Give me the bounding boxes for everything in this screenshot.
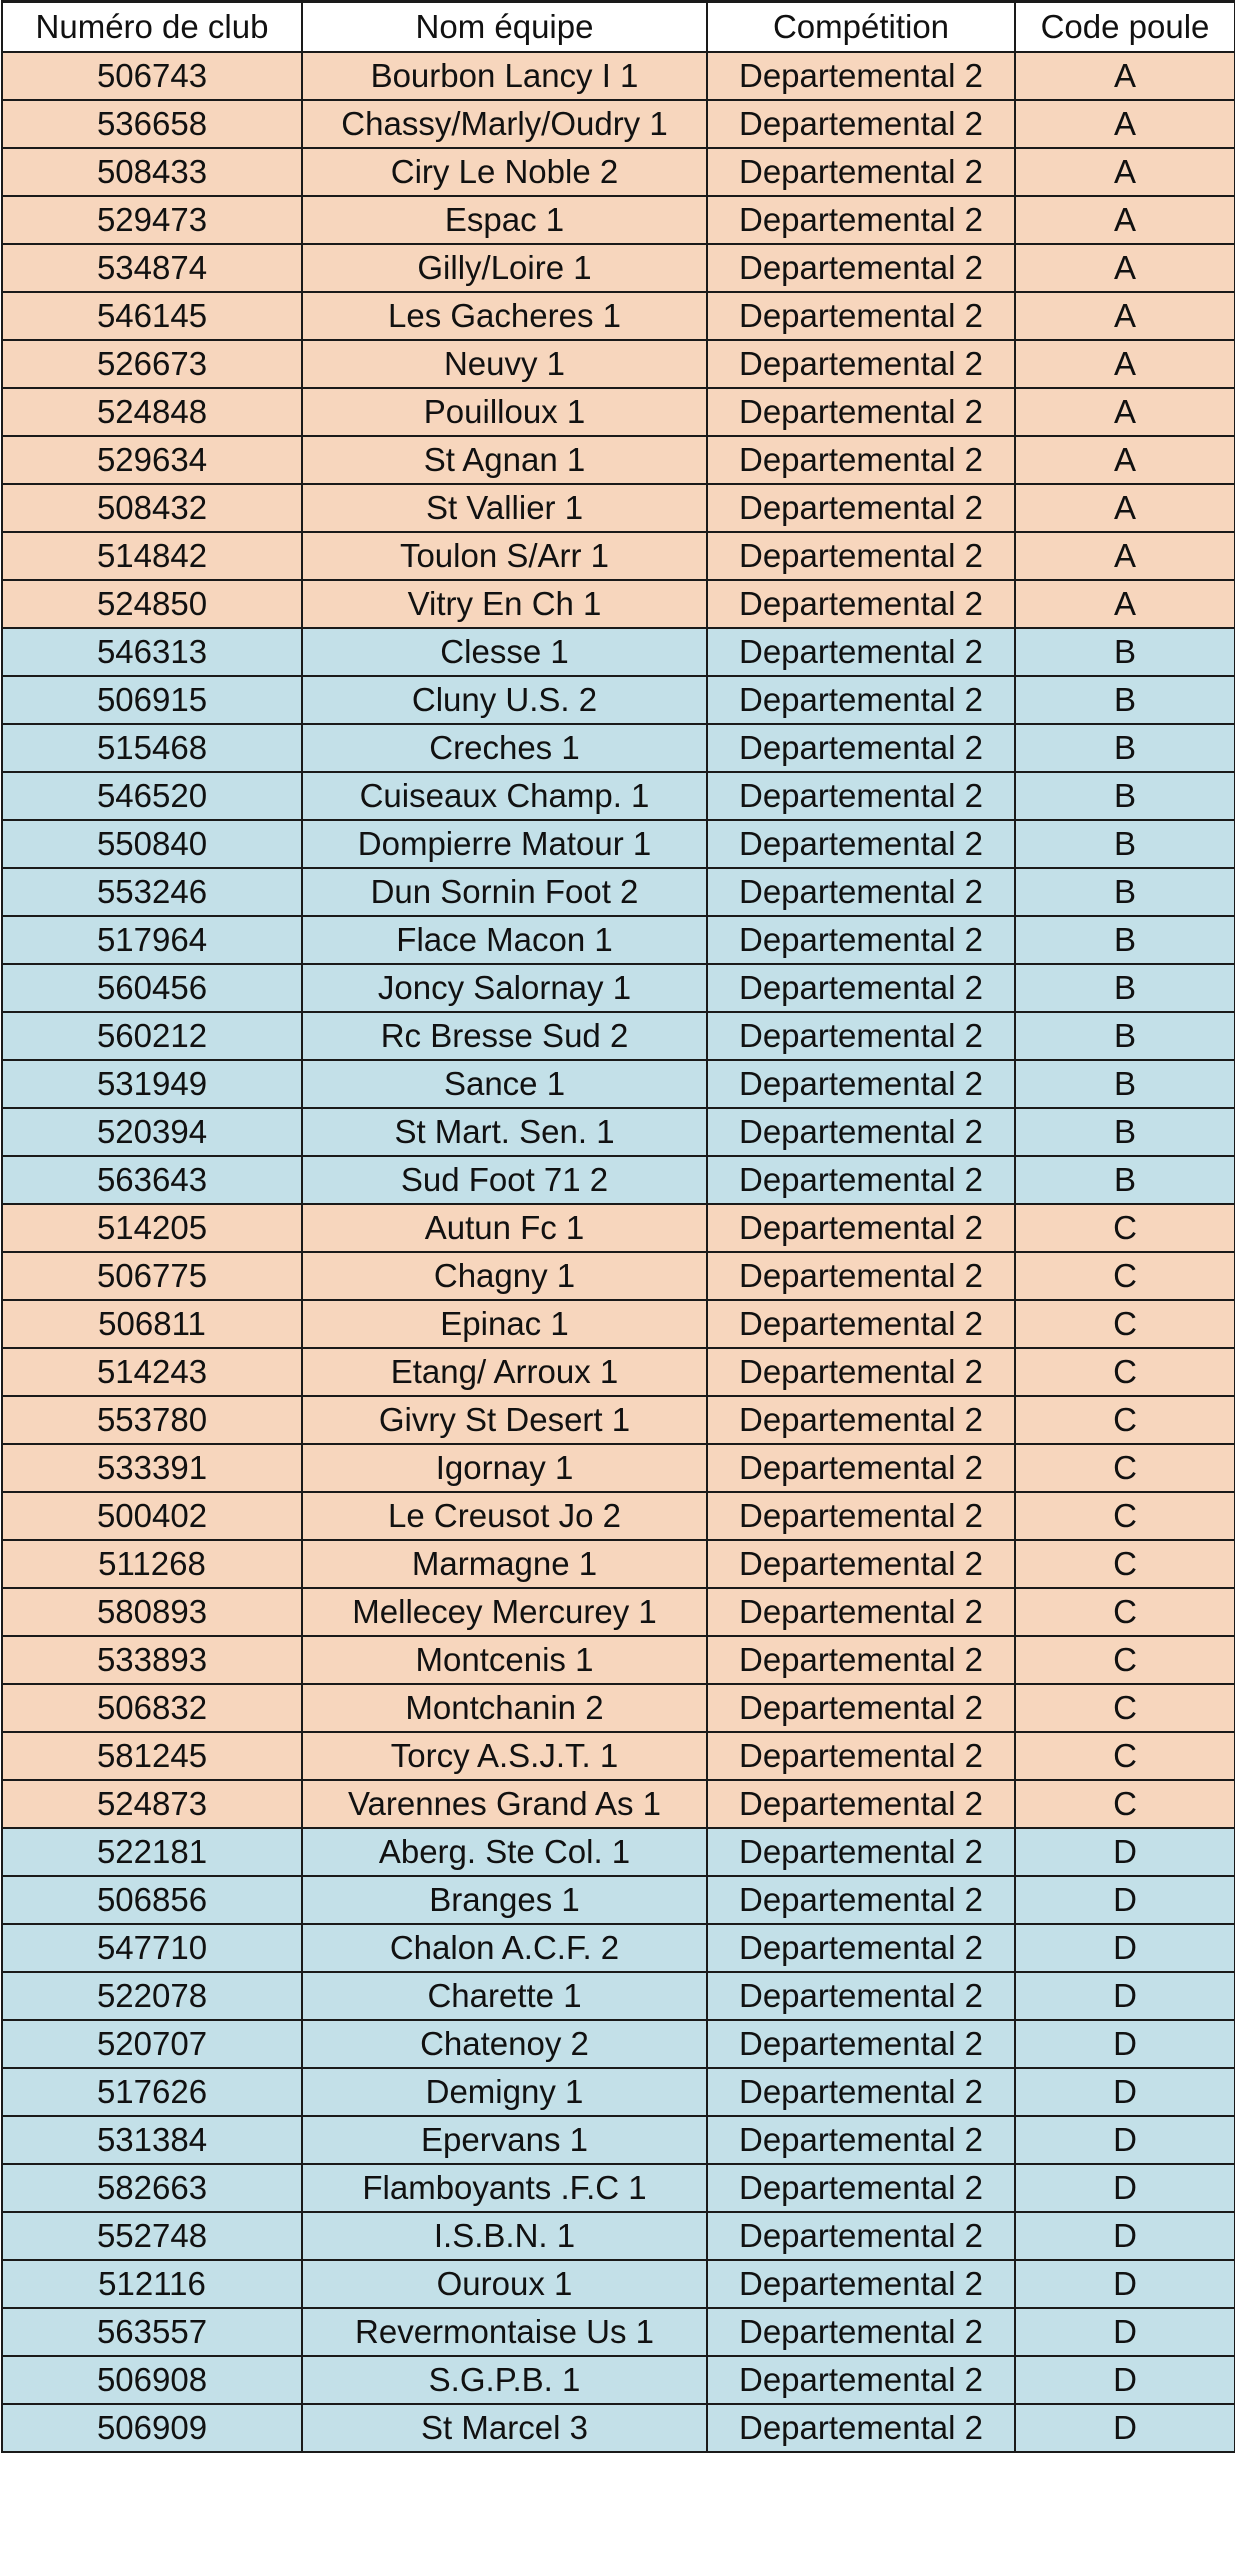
cell-competition[interactable]: Departemental 2 (707, 1300, 1015, 1348)
cell-competition[interactable]: Departemental 2 (707, 2356, 1015, 2404)
team-table (1, 0, 1235, 2453)
cell-competition[interactable]: Departemental 2 (707, 2260, 1015, 2308)
cell-team-name[interactable]: Vitry En Ch 1 (302, 580, 707, 628)
cell-club-number[interactable]: 517626 (2, 2068, 302, 2116)
cell-competition[interactable]: Departemental 2 (707, 1540, 1015, 1588)
cell-club-number[interactable]: 531949 (2, 1060, 302, 1108)
cell-club-number[interactable]: 553780 (2, 1396, 302, 1444)
table-row (2, 1972, 1235, 2020)
cell-group-code[interactable]: A (1015, 388, 1235, 436)
cell-club-number[interactable]: 500402 (2, 1492, 302, 1540)
cell-group-code[interactable]: D (1015, 2260, 1235, 2308)
table-row (2, 436, 1235, 484)
cell-club-number[interactable]: 508432 (2, 484, 302, 532)
cell-group-code[interactable]: A (1015, 244, 1235, 292)
cell-competition[interactable]: Departemental 2 (707, 532, 1015, 580)
cell-team-name[interactable]: Ciry Le Noble 2 (302, 148, 707, 196)
cell-group-code[interactable]: A (1015, 148, 1235, 196)
cell-group-code[interactable]: A (1015, 196, 1235, 244)
table-row (2, 292, 1235, 340)
table-row (2, 1108, 1235, 1156)
cell-club-number[interactable]: 515468 (2, 724, 302, 772)
cell-club-number[interactable]: 512116 (2, 2260, 302, 2308)
cell-club-number[interactable]: 546145 (2, 292, 302, 340)
table-row (2, 1012, 1235, 1060)
cell-club-number[interactable]: 522078 (2, 1972, 302, 2020)
cell-group-code[interactable]: D (1015, 2356, 1235, 2404)
cell-competition[interactable]: Departemental 2 (707, 1588, 1015, 1636)
cell-club-number[interactable]: 546313 (2, 628, 302, 676)
cell-team-name[interactable]: S.G.P.B. 1 (302, 2356, 707, 2404)
table-row (2, 868, 1235, 916)
cell-club-number[interactable]: 547710 (2, 1924, 302, 1972)
cell-competition[interactable]: Departemental 2 (707, 52, 1015, 100)
table-row (2, 1492, 1235, 1540)
cell-club-number[interactable]: 531384 (2, 2116, 302, 2164)
table-row (2, 1060, 1235, 1108)
table-body (2, 52, 1235, 2452)
cell-competition[interactable]: Departemental 2 (707, 916, 1015, 964)
cell-club-number[interactable]: 511268 (2, 1540, 302, 1588)
cell-group-code[interactable]: B (1015, 964, 1235, 1012)
header-row (2, 2, 1235, 53)
cell-group-code[interactable]: A (1015, 532, 1235, 580)
cell-group-code[interactable]: B (1015, 772, 1235, 820)
table-row (2, 628, 1235, 676)
cell-club-number[interactable]: 506743 (2, 52, 302, 100)
cell-competition[interactable]: Departemental 2 (707, 2308, 1015, 2356)
cell-team-name[interactable]: Chassy/Marly/Oudry 1 (302, 100, 707, 148)
cell-group-code[interactable]: B (1015, 820, 1235, 868)
cell-team-name[interactable]: Cuiseaux Champ. 1 (302, 772, 707, 820)
cell-competition[interactable]: Departemental 2 (707, 1156, 1015, 1204)
cell-group-code[interactable]: C (1015, 1204, 1235, 1252)
cell-group-code[interactable]: A (1015, 484, 1235, 532)
cell-competition[interactable]: Departemental 2 (707, 964, 1015, 1012)
table-row (2, 1300, 1235, 1348)
cell-group-code[interactable]: D (1015, 2212, 1235, 2260)
cell-competition[interactable]: Departemental 2 (707, 2116, 1015, 2164)
cell-club-number[interactable]: 524850 (2, 580, 302, 628)
cell-team-name[interactable]: Pouilloux 1 (302, 388, 707, 436)
cell-team-name[interactable]: Clesse 1 (302, 628, 707, 676)
cell-club-number[interactable]: 563643 (2, 1156, 302, 1204)
cell-club-number[interactable]: 524848 (2, 388, 302, 436)
cell-competition[interactable]: Departemental 2 (707, 1924, 1015, 1972)
cell-team-name[interactable]: St Vallier 1 (302, 484, 707, 532)
cell-group-code[interactable]: B (1015, 1060, 1235, 1108)
cell-club-number[interactable]: 508433 (2, 148, 302, 196)
cell-team-name[interactable]: Marmagne 1 (302, 1540, 707, 1588)
cell-team-name[interactable]: Joncy Salornay 1 (302, 964, 707, 1012)
cell-competition[interactable]: Departemental 2 (707, 1780, 1015, 1828)
cell-club-number[interactable]: 514842 (2, 532, 302, 580)
header-competition[interactable]: Compétition (707, 2, 1015, 53)
table-row (2, 2356, 1235, 2404)
table-row (2, 244, 1235, 292)
cell-competition[interactable]: Departemental 2 (707, 1636, 1015, 1684)
cell-group-code[interactable]: C (1015, 1684, 1235, 1732)
header-club-number[interactable]: Numéro de club (2, 2, 302, 53)
cell-team-name[interactable]: Etang/ Arroux 1 (302, 1348, 707, 1396)
table-row (2, 388, 1235, 436)
cell-competition[interactable]: Departemental 2 (707, 1684, 1015, 1732)
cell-team-name[interactable]: Aberg. Ste Col. 1 (302, 1828, 707, 1876)
table-row (2, 1204, 1235, 1252)
cell-competition[interactable]: Departemental 2 (707, 1108, 1015, 1156)
cell-team-name[interactable]: Epinac 1 (302, 1300, 707, 1348)
cell-team-name[interactable]: Creches 1 (302, 724, 707, 772)
cell-team-name[interactable]: Le Creusot Jo 2 (302, 1492, 707, 1540)
cell-group-code[interactable]: C (1015, 1396, 1235, 1444)
cell-group-code[interactable]: A (1015, 100, 1235, 148)
table-row (2, 676, 1235, 724)
cell-competition[interactable]: Departemental 2 (707, 772, 1015, 820)
header-team-name[interactable]: Nom équipe (302, 2, 707, 53)
table-row (2, 964, 1235, 1012)
cell-team-name[interactable]: Varennes Grand As 1 (302, 1780, 707, 1828)
cell-group-code[interactable]: C (1015, 1348, 1235, 1396)
table-row (2, 1876, 1235, 1924)
table-row (2, 1540, 1235, 1588)
table-header (2, 2, 1235, 53)
cell-group-code[interactable]: B (1015, 676, 1235, 724)
table-row (2, 2260, 1235, 2308)
cell-competition[interactable]: Departemental 2 (707, 2164, 1015, 2212)
cell-group-code[interactable]: B (1015, 868, 1235, 916)
cell-club-number[interactable]: 582663 (2, 2164, 302, 2212)
cell-competition[interactable]: Departemental 2 (707, 1876, 1015, 1924)
cell-group-code[interactable]: C (1015, 1588, 1235, 1636)
table-row (2, 1924, 1235, 1972)
cell-club-number[interactable]: 506915 (2, 676, 302, 724)
cell-team-name[interactable]: Igornay 1 (302, 1444, 707, 1492)
cell-club-number[interactable]: 533893 (2, 1636, 302, 1684)
cell-team-name[interactable]: Bourbon Lancy I 1 (302, 52, 707, 100)
cell-competition[interactable]: Departemental 2 (707, 1204, 1015, 1252)
cell-club-number[interactable]: 552748 (2, 2212, 302, 2260)
cell-group-code[interactable]: C (1015, 1300, 1235, 1348)
table-row (2, 820, 1235, 868)
table-row (2, 1396, 1235, 1444)
table-row (2, 1588, 1235, 1636)
cell-club-number[interactable]: 506832 (2, 1684, 302, 1732)
cell-club-number[interactable]: 514243 (2, 1348, 302, 1396)
cell-competition[interactable]: Departemental 2 (707, 1252, 1015, 1300)
cell-team-name[interactable]: Montchanin 2 (302, 1684, 707, 1732)
cell-group-code[interactable]: C (1015, 1732, 1235, 1780)
cell-team-name[interactable]: Sance 1 (302, 1060, 707, 1108)
cell-competition[interactable]: Departemental 2 (707, 196, 1015, 244)
cell-team-name[interactable]: Revermontaise Us 1 (302, 2308, 707, 2356)
cell-club-number[interactable]: 529473 (2, 196, 302, 244)
table-row (2, 1684, 1235, 1732)
cell-team-name[interactable]: St Marcel 3 (302, 2404, 707, 2452)
cell-team-name[interactable]: Flace Macon 1 (302, 916, 707, 964)
cell-club-number[interactable]: 520707 (2, 2020, 302, 2068)
cell-competition[interactable]: Departemental 2 (707, 2404, 1015, 2452)
cell-competition[interactable]: Departemental 2 (707, 868, 1015, 916)
table-row (2, 2404, 1235, 2452)
cell-group-code[interactable]: D (1015, 1924, 1235, 1972)
cell-team-name[interactable]: Montcenis 1 (302, 1636, 707, 1684)
cell-club-number[interactable]: 506856 (2, 1876, 302, 1924)
cell-club-number[interactable]: 560212 (2, 1012, 302, 1060)
table-row (2, 1828, 1235, 1876)
table-row (2, 100, 1235, 148)
cell-club-number[interactable]: 506811 (2, 1300, 302, 1348)
cell-competition[interactable]: Departemental 2 (707, 1348, 1015, 1396)
cell-group-code[interactable]: A (1015, 340, 1235, 388)
cell-competition[interactable]: Departemental 2 (707, 388, 1015, 436)
cell-club-number[interactable]: 581245 (2, 1732, 302, 1780)
cell-competition[interactable]: Departemental 2 (707, 2020, 1015, 2068)
cell-club-number[interactable]: 506775 (2, 1252, 302, 1300)
header-group-code[interactable]: Code poule (1015, 2, 1235, 53)
cell-team-name[interactable]: Dompierre Matour 1 (302, 820, 707, 868)
cell-club-number[interactable]: 506908 (2, 2356, 302, 2404)
cell-club-number[interactable]: 529634 (2, 436, 302, 484)
cell-team-name[interactable]: Charette 1 (302, 1972, 707, 2020)
cell-group-code[interactable]: D (1015, 2020, 1235, 2068)
table-row (2, 916, 1235, 964)
cell-club-number[interactable]: 534874 (2, 244, 302, 292)
cell-group-code[interactable]: D (1015, 2164, 1235, 2212)
cell-group-code[interactable]: D (1015, 1828, 1235, 1876)
cell-competition[interactable]: Departemental 2 (707, 2068, 1015, 2116)
table-row (2, 2116, 1235, 2164)
cell-competition[interactable]: Departemental 2 (707, 1012, 1015, 1060)
table-row (2, 196, 1235, 244)
table-row (2, 2068, 1235, 2116)
table-row (2, 148, 1235, 196)
cell-group-code[interactable]: C (1015, 1444, 1235, 1492)
table-row (2, 2212, 1235, 2260)
cell-team-name[interactable]: Flamboyants .F.C 1 (302, 2164, 707, 2212)
cell-club-number[interactable]: 517964 (2, 916, 302, 964)
cell-team-name[interactable]: Givry St Desert 1 (302, 1396, 707, 1444)
cell-club-number[interactable]: 533391 (2, 1444, 302, 1492)
cell-competition[interactable]: Departemental 2 (707, 1444, 1015, 1492)
cell-group-code[interactable]: A (1015, 436, 1235, 484)
cell-competition[interactable]: Departemental 2 (707, 820, 1015, 868)
cell-club-number[interactable]: 522181 (2, 1828, 302, 1876)
cell-group-code[interactable]: C (1015, 1540, 1235, 1588)
table-row (2, 532, 1235, 580)
cell-club-number[interactable]: 563557 (2, 2308, 302, 2356)
cell-competition[interactable]: Departemental 2 (707, 436, 1015, 484)
cell-team-name[interactable]: Rc Bresse Sud 2 (302, 1012, 707, 1060)
cell-team-name[interactable]: Demigny 1 (302, 2068, 707, 2116)
cell-competition[interactable]: Departemental 2 (707, 1060, 1015, 1108)
cell-team-name[interactable]: Gilly/Loire 1 (302, 244, 707, 292)
cell-team-name[interactable]: Chagny 1 (302, 1252, 707, 1300)
cell-team-name[interactable]: Les Gacheres 1 (302, 292, 707, 340)
table-row (2, 1156, 1235, 1204)
cell-group-code[interactable]: C (1015, 1780, 1235, 1828)
cell-group-code[interactable]: A (1015, 580, 1235, 628)
cell-club-number[interactable]: 553246 (2, 868, 302, 916)
cell-group-code[interactable]: D (1015, 2404, 1235, 2452)
cell-group-code[interactable]: D (1015, 2308, 1235, 2356)
table-row (2, 1732, 1235, 1780)
cell-group-code[interactable]: A (1015, 52, 1235, 100)
cell-competition[interactable]: Departemental 2 (707, 1396, 1015, 1444)
cell-competition[interactable]: Departemental 2 (707, 676, 1015, 724)
cell-team-name[interactable]: Toulon S/Arr 1 (302, 532, 707, 580)
table-row (2, 1444, 1235, 1492)
cell-competition[interactable]: Departemental 2 (707, 244, 1015, 292)
cell-competition[interactable]: Departemental 2 (707, 484, 1015, 532)
cell-competition[interactable]: Departemental 2 (707, 292, 1015, 340)
cell-team-name[interactable]: Cluny U.S. 2 (302, 676, 707, 724)
table-row (2, 1348, 1235, 1396)
cell-team-name[interactable]: St Mart. Sen. 1 (302, 1108, 707, 1156)
table-row (2, 580, 1235, 628)
cell-team-name[interactable]: Dun Sornin Foot 2 (302, 868, 707, 916)
cell-group-code[interactable]: B (1015, 1156, 1235, 1204)
cell-competition[interactable]: Departemental 2 (707, 340, 1015, 388)
cell-competition[interactable]: Departemental 2 (707, 1492, 1015, 1540)
cell-competition[interactable]: Departemental 2 (707, 2212, 1015, 2260)
cell-club-number[interactable]: 546520 (2, 772, 302, 820)
cell-club-number[interactable]: 506909 (2, 2404, 302, 2452)
cell-team-name[interactable]: Epervans 1 (302, 2116, 707, 2164)
cell-competition[interactable]: Departemental 2 (707, 628, 1015, 676)
table-row (2, 1780, 1235, 1828)
cell-group-code[interactable]: C (1015, 1492, 1235, 1540)
cell-group-code[interactable]: B (1015, 724, 1235, 772)
cell-group-code[interactable]: C (1015, 1636, 1235, 1684)
cell-club-number[interactable]: 536658 (2, 100, 302, 148)
cell-group-code[interactable]: B (1015, 1108, 1235, 1156)
cell-club-number[interactable]: 514205 (2, 1204, 302, 1252)
cell-team-name[interactable]: Branges 1 (302, 1876, 707, 1924)
cell-team-name[interactable]: Torcy A.S.J.T. 1 (302, 1732, 707, 1780)
table-row (2, 1252, 1235, 1300)
cell-team-name[interactable]: Chalon A.C.F. 2 (302, 1924, 707, 1972)
cell-competition[interactable]: Departemental 2 (707, 724, 1015, 772)
cell-group-code[interactable]: B (1015, 916, 1235, 964)
table-row (2, 2020, 1235, 2068)
table-row (2, 2308, 1235, 2356)
cell-team-name[interactable]: Mellecey Mercurey 1 (302, 1588, 707, 1636)
cell-group-code[interactable]: C (1015, 1252, 1235, 1300)
cell-competition[interactable]: Departemental 2 (707, 100, 1015, 148)
cell-competition[interactable]: Departemental 2 (707, 580, 1015, 628)
cell-competition[interactable]: Departemental 2 (707, 1828, 1015, 1876)
cell-club-number[interactable]: 524873 (2, 1780, 302, 1828)
cell-club-number[interactable]: 580893 (2, 1588, 302, 1636)
table-row (2, 724, 1235, 772)
cell-group-code[interactable]: D (1015, 1876, 1235, 1924)
cell-club-number[interactable]: 526673 (2, 340, 302, 388)
cell-team-name[interactable]: St Agnan 1 (302, 436, 707, 484)
table-row (2, 340, 1235, 388)
table-row (2, 484, 1235, 532)
cell-team-name[interactable]: Sud Foot 71 2 (302, 1156, 707, 1204)
cell-group-code[interactable]: D (1015, 2116, 1235, 2164)
cell-team-name[interactable]: I.S.B.N. 1 (302, 2212, 707, 2260)
cell-group-code[interactable]: D (1015, 2068, 1235, 2116)
table-row (2, 52, 1235, 100)
cell-club-number[interactable]: 520394 (2, 1108, 302, 1156)
cell-competition[interactable]: Departemental 2 (707, 1732, 1015, 1780)
cell-group-code[interactable]: B (1015, 1012, 1235, 1060)
cell-team-name[interactable]: Ouroux 1 (302, 2260, 707, 2308)
cell-club-number[interactable]: 550840 (2, 820, 302, 868)
cell-team-name[interactable]: Autun Fc 1 (302, 1204, 707, 1252)
table-row (2, 772, 1235, 820)
cell-competition[interactable]: Departemental 2 (707, 148, 1015, 196)
cell-group-code[interactable]: B (1015, 628, 1235, 676)
cell-club-number[interactable]: 560456 (2, 964, 302, 1012)
cell-team-name[interactable]: Chatenoy 2 (302, 2020, 707, 2068)
table-row (2, 2164, 1235, 2212)
cell-competition[interactable]: Departemental 2 (707, 1972, 1015, 2020)
cell-team-name[interactable]: Neuvy 1 (302, 340, 707, 388)
cell-group-code[interactable]: D (1015, 1972, 1235, 2020)
cell-group-code[interactable]: A (1015, 292, 1235, 340)
table-row (2, 1636, 1235, 1684)
cell-team-name[interactable]: Espac 1 (302, 196, 707, 244)
